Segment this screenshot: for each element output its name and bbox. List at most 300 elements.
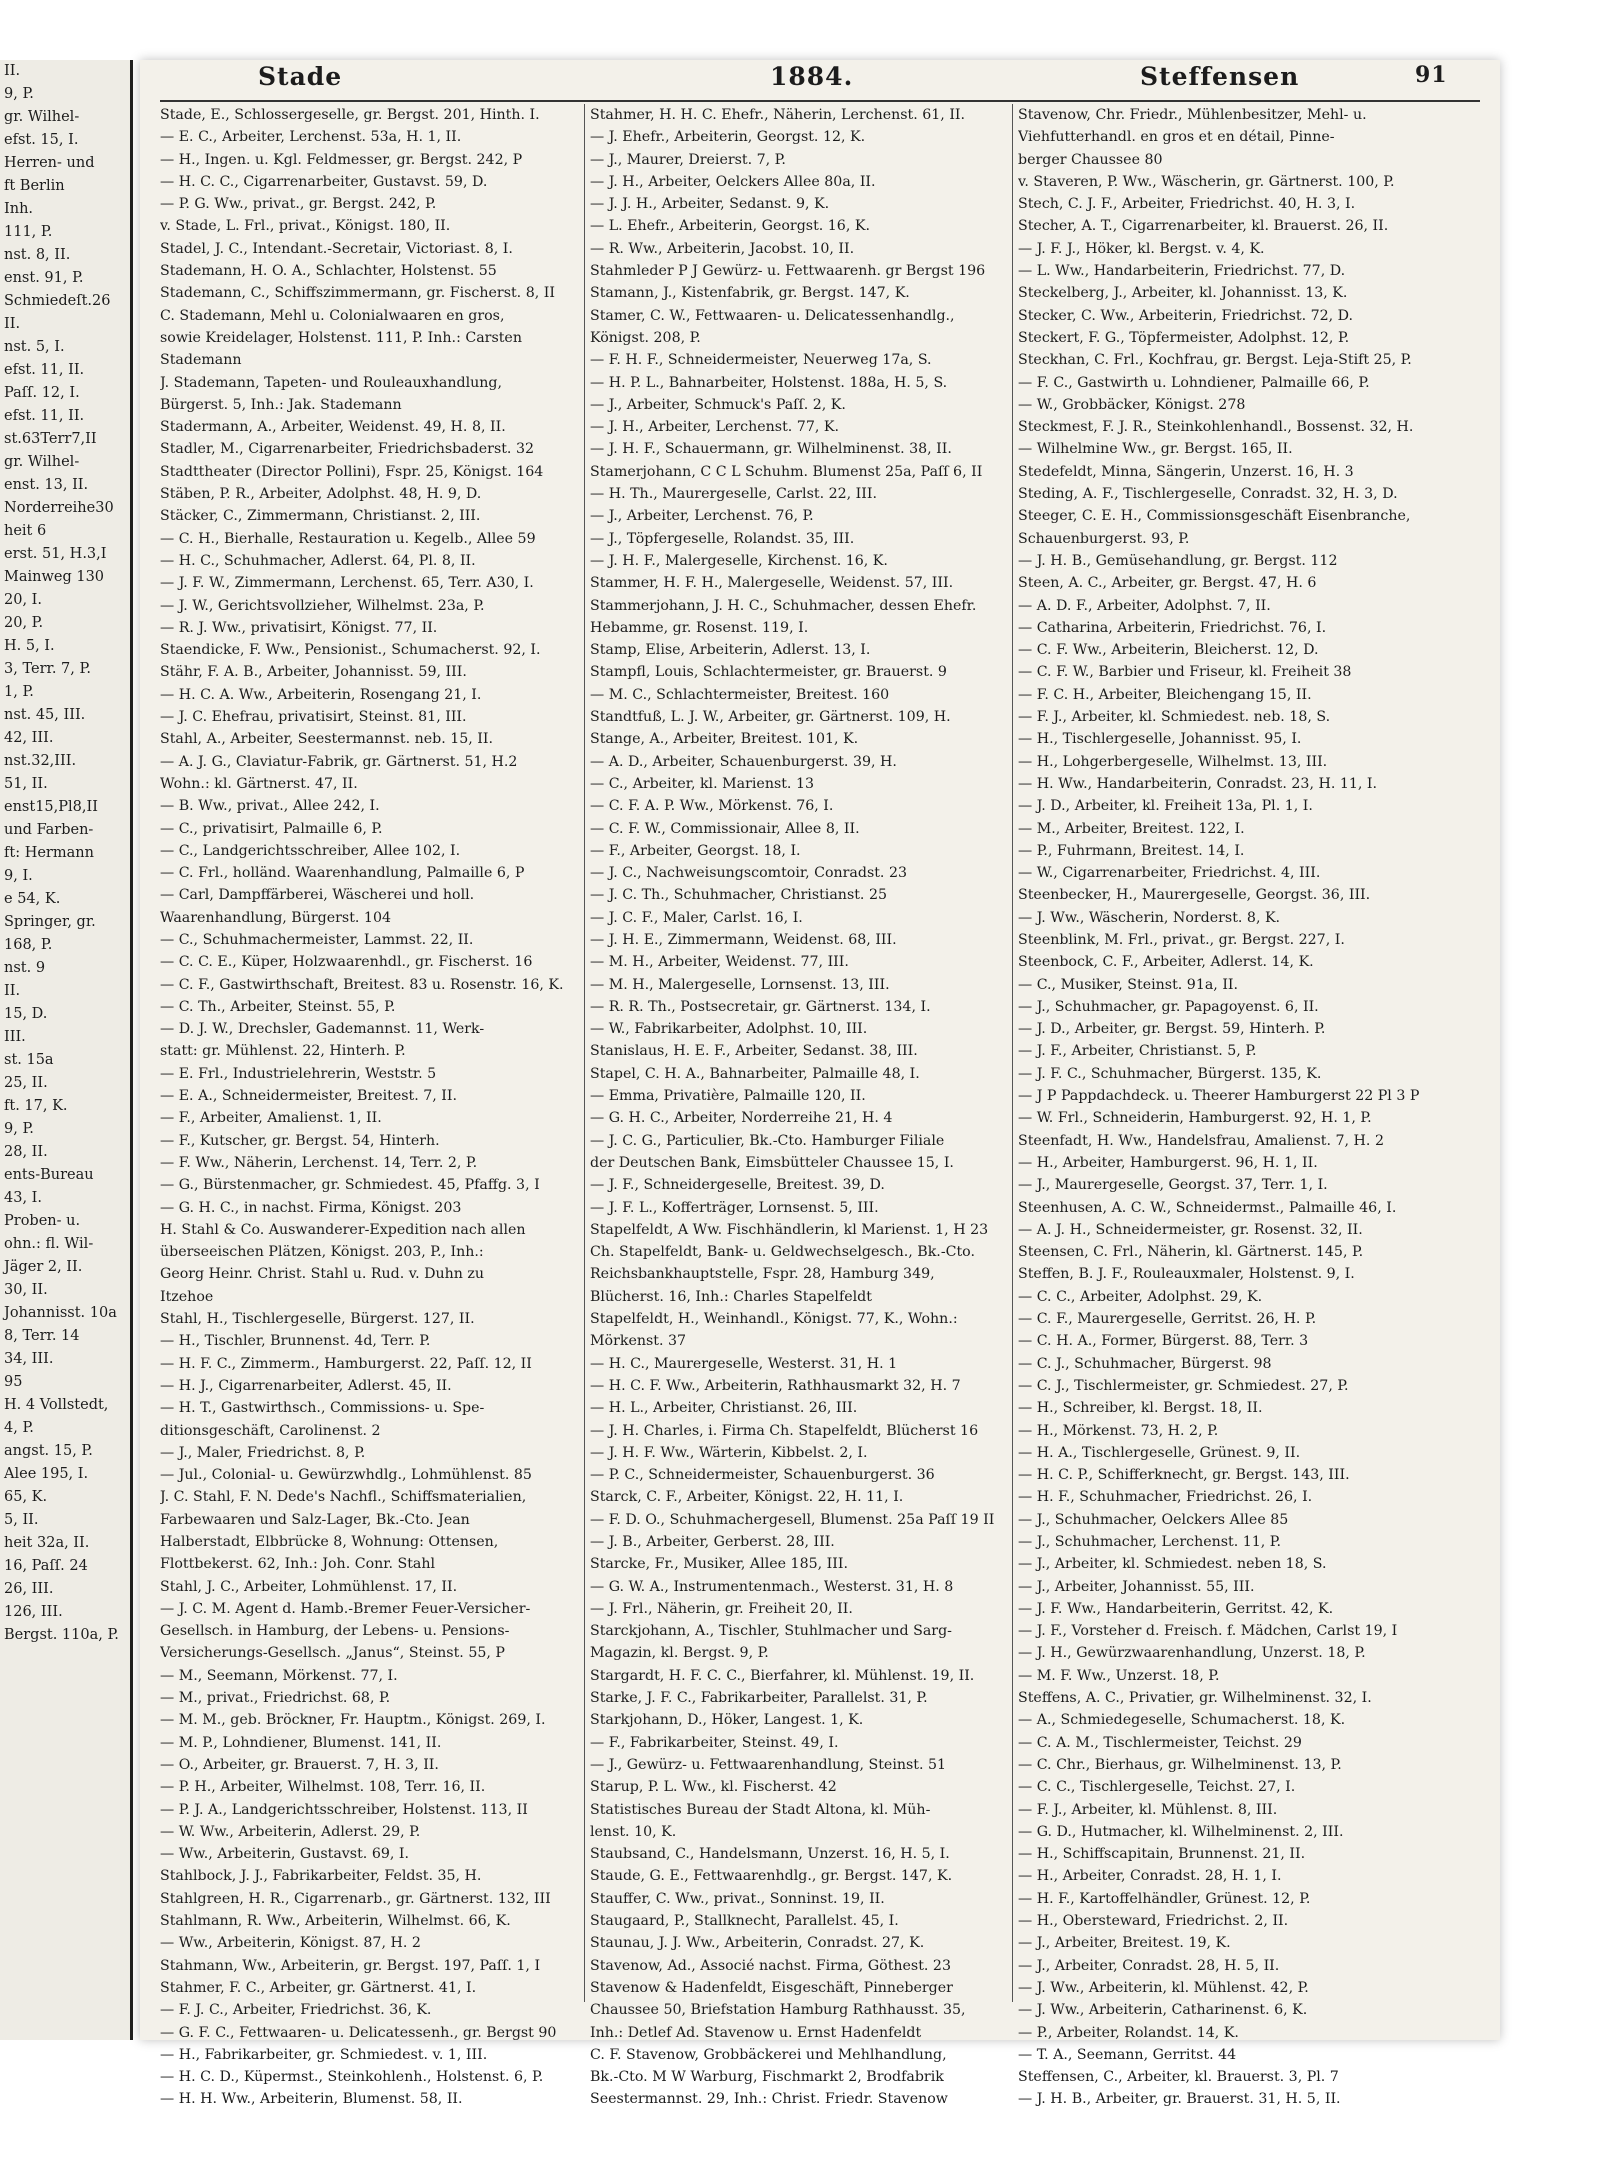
directory-entry-line: — E. C., Arbeiter, Lerchenst. 53a, H. 1, II.	[160, 129, 462, 146]
directory-entry-line: 9, I.	[4, 868, 33, 884]
directory-entry-line: st.63Terr7,II	[4, 431, 97, 447]
directory-entry-line: — C. C., Arbeiter, Adolphst. 29, K.	[1018, 1288, 1263, 1305]
directory-entry-line: III.	[4, 1029, 26, 1045]
directory-entry-line: Herren- und	[4, 155, 95, 171]
directory-entry-line: C. F. Stavenow, Grobbäckerei und Mehlhandlung,	[590, 2046, 947, 2063]
directory-entry-line: nst.32,III.	[4, 753, 77, 769]
directory-entry-line: berger Chaussee 80	[1018, 151, 1163, 168]
page-number: 91	[1415, 62, 1448, 88]
directory-entry-line: Stapel, C. H. A., Bahnarbeiter, Palmaille 48, I.	[590, 1065, 920, 1082]
directory-entry-line: sowie Kreidelager, Holstenst. 111, P. Inh.: Carsten	[160, 329, 522, 346]
directory-entry-line: — J. Ww., Arbeiterin, kl. Mühlenst. 42, P.	[1018, 1979, 1309, 1996]
directory-entry-line: Statistisches Bureau der Stadt Altona, kl. Müh-	[590, 1801, 931, 1818]
directory-entry-line: — C. H., Bierhalle, Restauration u. Kegelb., Allee 59	[160, 530, 536, 547]
directory-entry-line: — J., Schuhmacher, Lerchenst. 11, P.	[1018, 1534, 1281, 1550]
directory-entry-line: v. Stade, L. Frl., privat., Königst. 180, II.	[160, 218, 451, 235]
directory-entry-line: — J. J. H., Arbeiter, Sedanst. 9, K.	[590, 196, 830, 213]
directory-entry-line: — J., Schuhmacher, Oelckers Allee 85	[1018, 1511, 1289, 1528]
directory-entry-line: Steckert, F. G., Töpfermeister, Adolphst. 12, P.	[1018, 329, 1350, 346]
directory-entry-line: — J. Ww., Arbeiterin, Catharinenst. 6, K.	[1018, 2002, 1308, 2019]
directory-entry-line: — H. P. L., Bahnarbeiter, Holstenst. 188a, H. 5, S.	[590, 374, 948, 391]
directory-entry-line: — J. H. E., Zimmermann, Weidenst. 68, III.	[590, 931, 897, 948]
directory-entry-line: Schauenburgerst. 93, P.	[1018, 530, 1190, 547]
directory-entry-line: Stahlmann, R. Ww., Arbeiterin, Wilhelmst. 66, K.	[160, 1913, 511, 1930]
directory-entry-line: Inh.: Detlef Ad. Stavenow u. Ernst Hadenfeldt	[590, 2024, 922, 2041]
directory-entry-line: Steffen, B. J. F., Rouleauxmaler, Holstenst. 9, I.	[1018, 1266, 1355, 1283]
directory-entry-line: Steffens, A. C., Privatier, gr. Wilhelminenst. 32, I.	[1018, 1690, 1372, 1707]
directory-entry-line: Staude, G. E., Fettwaarenhdlg., gr. Bergst. 147, K.	[590, 1868, 953, 1885]
directory-entry-line: — C. F., Gastwirthschaft, Breitest. 83 u. Rosenstr. 16, K.	[160, 976, 564, 993]
directory-entry-line: — O., Arbeiter, gr. Brauerst. 7, H. 3, II.	[160, 1756, 439, 1773]
directory-entry-line: — H. Th., Maurergeselle, Carlst. 22, III.	[590, 486, 877, 503]
directory-entry-line: Johannisst. 10a	[4, 1305, 117, 1321]
directory-entry-line: — J. Frl., Näherin, gr. Freiheit 20, II.	[590, 1600, 853, 1617]
directory-entry-line: 5, II.	[4, 1512, 39, 1528]
directory-entry-line: Stäcker, C., Zimmermann, Christianst. 2, III.	[160, 508, 481, 525]
directory-entry-line: — J. D., Arbeiter, kl. Freiheit 13a, Pl. 1, I.	[1018, 798, 1313, 815]
directory-entry-line: Steenbock, C. F., Arbeiter, Adlerst. 14, K.	[1018, 954, 1314, 971]
directory-entry-line: — C., Landgerichtsschreiber, Allee 102, I.	[160, 842, 461, 859]
directory-entry-line: st. 15a	[4, 1052, 54, 1068]
directory-entry-line: — Catharina, Arbeiterin, Friedrichst. 76, I.	[1018, 619, 1327, 636]
directory-entry-line: — C. F. W., Commissionair, Allee 8, II.	[590, 820, 860, 837]
directory-entry-line: 16, Paſſ. 24	[4, 1558, 88, 1574]
directory-entry-line: Starck, C. F., Arbeiter, Königst. 22, H. 11, I.	[590, 1489, 904, 1506]
directory-entry-line: II.	[4, 316, 21, 332]
directory-entry-line: — H., Mörkenst. 73, H. 2, P.	[1018, 1422, 1219, 1439]
directory-entry-line: Stahlbock, J. J., Fabrikarbeiter, Feldst. 35, H.	[160, 1868, 482, 1885]
header-year: 1884.	[770, 62, 854, 91]
directory-entry-line: — J. H. B., Gemüsehandlung, gr. Bergst. 112	[1018, 552, 1338, 569]
directory-entry-line: Ch. Stapelfeldt, Bank- u. Geldwechselgesch., Bk.-Cto.	[590, 1244, 975, 1261]
directory-entry-line: Schmiedeſt.26	[4, 293, 111, 309]
directory-entry-line: 43, I.	[4, 1190, 43, 1206]
directory-entry-line: Starkjohann, D., Höker, Langest. 1, K.	[590, 1712, 864, 1729]
directory-entry-line: — F., Arbeiter, Amalienst. 1, II.	[160, 1110, 382, 1127]
previous-page-strip	[0, 60, 133, 2040]
directory-entry-line: — P. H., Arbeiter, Wilhelmst. 108, Terr. 16, II.	[160, 1779, 486, 1796]
directory-entry-line: Itzehoe	[160, 1288, 214, 1305]
directory-entry-line: Stauffer, C. Ww., privat., Sonninst. 19, II.	[590, 1890, 885, 1907]
directory-entry-line: — C. F., Maurergeselle, Gerritst. 26, H. P.	[1018, 1311, 1317, 1328]
directory-entry-line: — C. Chr., Bierhaus, gr. Wilhelminenst. 13, P.	[1018, 1756, 1342, 1773]
directory-entry-line: enst15,Pl8,II	[4, 799, 98, 815]
directory-entry-line: — J. C. F., Maler, Carlst. 16, I.	[590, 909, 803, 926]
directory-entry-line: 30, II.	[4, 1282, 48, 1298]
directory-entry-line: — H. C., Maurergeselle, Westerst. 31, H. 1	[590, 1355, 898, 1372]
directory-entry-line: — H. C. F. Ww., Arbeiterin, Rathhausmarkt 32, H. 7	[590, 1377, 961, 1394]
directory-entry-line: — P., Arbeiter, Rolandst. 14, K.	[1018, 2024, 1239, 2041]
directory-entry-line: Steeger, C. E. H., Commissionsgeschäft Eisenbranche,	[1018, 508, 1411, 525]
directory-entry-line: — J., Maurergeselle, Georgst. 37, Terr. 1, I.	[1018, 1177, 1328, 1194]
directory-entry-line: — G., Bürstenmacher, gr. Schmiedest. 45, Pfaffg. 3, I	[160, 1177, 540, 1194]
directory-entry-line: 9, P.	[4, 1121, 34, 1137]
directory-entry-line: 42, III.	[4, 730, 54, 746]
directory-entry-line: efst. 15, I.	[4, 132, 79, 148]
directory-entry-line: — C. A. M., Tischlermeister, Teichst. 29	[1018, 1734, 1302, 1751]
directory-entry-line: Norderreihe30	[4, 500, 114, 516]
directory-entry-line: ft Berlin	[4, 178, 65, 194]
directory-entry-line: — J., Arbeiter, Breitest. 19, K.	[1018, 1935, 1231, 1952]
directory-entry-line: — F. C., Gastwirth u. Lohndiener, Palmaille 66, P.	[1018, 374, 1370, 391]
directory-entry-line: 3, Terr. 7, P.	[4, 661, 91, 677]
directory-entry-line: 26, III.	[4, 1581, 54, 1597]
directory-entry-line: — J. C. Ehefrau, privatisirt, Steinst. 81, III.	[160, 709, 467, 726]
directory-entry-line: — H. T., Gastwirthsch., Commissions- u. Spe-	[160, 1400, 485, 1417]
directory-entry-line: — M. H., Arbeiter, Weidenst. 77, III.	[590, 954, 849, 971]
directory-entry-line: — W. Frl., Schneiderin, Hamburgerst. 92, H. 1, P.	[1018, 1110, 1372, 1127]
header-rule	[160, 100, 1480, 102]
directory-entry-line: — R. J. Ww., privatisirt, Königst. 77, II.	[160, 619, 438, 636]
directory-entry-line: — H., Fabrikarbeiter, gr. Schmiedest. v. 1, III.	[160, 2046, 488, 2063]
directory-entry-line: — P., Fuhrmann, Breitest. 14, I.	[1018, 842, 1245, 859]
directory-entry-line: — H. F., Schuhmacher, Friedrichst. 26, I.	[1018, 1489, 1313, 1506]
directory-entry-line: Starke, J. F. C., Fabrikarbeiter, Parallelst. 31, P.	[590, 1690, 928, 1707]
directory-entry-line: 15, D.	[4, 1006, 48, 1022]
directory-entry-line: — J., Töpfergeselle, Rolandst. 35, III.	[590, 530, 855, 547]
directory-entry-line: H. Stahl & Co. Auswanderer-Expedition nach allen	[160, 1221, 526, 1238]
directory-entry-line: Staubsand, C., Handelsmann, Unzerst. 16, H. 5, I.	[590, 1846, 950, 1863]
directory-entry-line: 8, Terr. 14	[4, 1328, 80, 1344]
directory-entry-line: — M. M., geb. Bröckner, Fr. Hauptm., Königst. 269, I.	[160, 1712, 546, 1729]
directory-entry-line: — G. H. C., Arbeiter, Norderreihe 21, H. 4	[590, 1110, 893, 1127]
directory-entry-line: — F. J. C., Arbeiter, Friedrichst. 36, K.	[160, 2002, 432, 2019]
directory-entry-line: — C., Musiker, Steinst. 91a, II.	[1018, 976, 1239, 993]
directory-entry-line: — J. F. C., Schuhmacher, Bürgerst. 135, K.	[1018, 1065, 1322, 1082]
directory-entry-line: — C. C. E., Küper, Holzwaarenhdl., gr. Fischerst. 16	[160, 954, 533, 971]
directory-entry-line: Starckjohann, A., Tischler, Stuhlmacher und Sarg-	[590, 1623, 952, 1640]
directory-entry-line: — H., Ingen. u. Kgl. Feldmesser, gr. Bergst. 242, P	[160, 151, 523, 168]
directory-entry-line: — Ww., Arbeiterin, Königst. 87, H. 2	[160, 1935, 421, 1952]
directory-entry-line: J. C. Stahl, F. N. Dede's Nachfl., Schiffsmaterialien,	[160, 1489, 527, 1506]
directory-entry-line: statt: gr. Mühlenst. 22, Hinterh. P.	[160, 1043, 406, 1060]
directory-entry-line: Stade, E., Schlossergeselle, gr. Bergst. 201, Hinth. I.	[160, 107, 540, 123]
directory-entry-line: Magazin, kl. Bergst. 9, P.	[590, 1645, 769, 1662]
directory-entry-line: — A. D., Arbeiter, Schauenburgerst. 39, H.	[590, 753, 897, 770]
directory-entry-line: Wohn.: kl. Gärtnerst. 47, II.	[160, 775, 358, 792]
directory-entry-line: 65, K.	[4, 1489, 48, 1505]
directory-entry-line: Stahl, H., Tischlergeselle, Bürgerst. 127, II.	[160, 1311, 475, 1328]
directory-entry-line: e 54, K.	[4, 891, 61, 907]
directory-entry-line: Standtfuß, L. J. W., Arbeiter, gr. Gärtnerst. 109, H.	[590, 709, 951, 726]
directory-entry-line: 20, P.	[4, 615, 44, 631]
directory-entry-line: — Wilhelmine Ww., gr. Bergst. 165, II.	[1018, 441, 1293, 458]
directory-entry-line: Steffensen, C., Arbeiter, kl. Brauerst. 3, Pl. 7	[1018, 2069, 1339, 2086]
directory-entry-line: Blücherst. 16, Inh.: Charles Stapelfeldt	[590, 1288, 872, 1305]
directory-entry-line: Stapelfeldt, A Ww. Fischhändlerin, kl Marienst. 1, H 23	[590, 1221, 989, 1238]
directory-entry-line: — A. J. G., Claviatur-Fabrik, gr. Gärtnerst. 51, H.2	[160, 753, 518, 770]
directory-entry-line: Stahmann, Ww., Arbeiterin, gr. Bergst. 197, Paſſ. 1, I	[160, 1957, 541, 1974]
directory-entry-line: — J., Arbeiter, kl. Schmiedest. neben 18, S.	[1018, 1556, 1327, 1573]
directory-entry-line: — J., Schuhmacher, gr. Papagoyenst. 6, II.	[1018, 998, 1319, 1015]
directory-entry-line: Hebamme, gr. Rosenst. 119, I.	[590, 619, 809, 636]
directory-entry-line: — H., Schiffscapitain, Brunnenst. 21, II.	[1018, 1846, 1306, 1863]
directory-entry-line: — H., Lohgerbergeselle, Wilhelmst. 13, III.	[1018, 753, 1328, 770]
directory-entry-line: — J., Maurer, Dreierst. 7, P.	[590, 151, 786, 168]
directory-entry-line: enst. 13, II.	[4, 477, 89, 493]
directory-entry-line: — E. Frl., Industrielehrerin, Weststr. 5	[160, 1065, 437, 1082]
directory-entry-line: efst. 11, II.	[4, 362, 85, 378]
directory-entry-line: — C. Th., Arbeiter, Steinst. 55, P.	[160, 998, 396, 1015]
directory-entry-line: — J P Pappdachdeck. u. Theerer Hamburgerst 22 Pl 3 P	[1018, 1088, 1420, 1105]
directory-entry-line: nst. 5, I.	[4, 339, 65, 355]
directory-entry-line: Reichsbankhauptstelle, Fspr. 28, Hamburg 349,	[590, 1266, 935, 1283]
directory-entry-line: — J. F., Schneidergeselle, Breitest. 39, D.	[590, 1177, 885, 1194]
directory-entry-line: Stahmleder P J Gewürz- u. Fettwaarenh. gr Bergst 196	[590, 263, 986, 280]
directory-entry-line: C. Stademann, Mehl u. Colonialwaaren en gros,	[160, 307, 505, 324]
directory-entry-line: Steckhan, C. Frl., Kochfrau, gr. Bergst. Leja-Stift 25, P.	[1018, 352, 1412, 369]
directory-entry-line: — F. C. H., Arbeiter, Bleichengang 15, II.	[1018, 686, 1312, 703]
directory-entry-line: Waarenhandlung, Bürgerst. 104	[160, 909, 391, 926]
directory-entry-line: — F., Fabrikarbeiter, Steinst. 49, I.	[590, 1734, 839, 1751]
directory-entry-line: — M., Seemann, Mörkenst. 77, I.	[160, 1667, 398, 1684]
directory-entry-line: — J. C. G., Particulier, Bk.-Cto. Hamburger Filiale	[590, 1132, 945, 1149]
directory-entry-line: überseeischen Plätzen, Königst. 203, P., Inh.:	[160, 1244, 484, 1261]
directory-entry-line: Bürgerst. 5, Inh.: Jak. Stademann	[160, 396, 402, 413]
directory-entry-line: — F., Arbeiter, Georgst. 18, I.	[590, 842, 801, 859]
directory-entry-line: — J. F., Vorsteher d. Freisch. f. Mädchen, Carlst 19, I	[1018, 1623, 1398, 1640]
directory-entry-line: heit 32a, II.	[4, 1535, 90, 1551]
directory-entry-line: — H. C., Schuhmacher, Adlerst. 64, Pl. 8, II.	[160, 552, 476, 569]
directory-entry-line: — J. W., Gerichtsvollzieher, Wilhelmst. 23a, P.	[160, 597, 485, 614]
header-right-word: Steffensen	[1140, 62, 1300, 91]
directory-entry-line: — D. J. W., Drechsler, Gademannst. 11, Werk-	[160, 1021, 485, 1038]
directory-entry-line: — W. Ww., Arbeiterin, Adlerst. 29, P.	[160, 1823, 421, 1840]
directory-entry-line: Stadttheater (Director Pollini), Fspr. 25, Königst. 164	[160, 463, 544, 480]
directory-entry-line: — G. H. C., in nachst. Firma, Königst. 203	[160, 1199, 462, 1216]
directory-entry-line: — H. A., Tischlergeselle, Grünest. 9, II.	[1018, 1444, 1301, 1461]
directory-entry-line: — H. C. C., Cigarrenarbeiter, Gustavst. 59, D.	[160, 173, 488, 190]
directory-entry-line: — H., Tischler, Brunnenst. 4d, Terr. P.	[160, 1333, 431, 1350]
directory-entry-line: Stampfl, Louis, Schlachtermeister, gr. Brauerst. 9	[590, 664, 947, 681]
column-3	[1018, 104, 1444, 2111]
directory-entry-line: — J. F., Arbeiter, Christianst. 5, P.	[1018, 1043, 1257, 1060]
directory-entry-line: — M. C., Schlachtermeister, Breitest. 160	[590, 686, 890, 703]
directory-entry-line: — C. H. A., Former, Bürgerst. 88, Terr. 3	[1018, 1333, 1309, 1350]
page-header	[140, 62, 1500, 96]
directory-entry-line: — Ww., Arbeiterin, Gustavst. 69, I.	[160, 1846, 410, 1863]
directory-entry-line: ft: Hermann	[4, 845, 94, 861]
directory-entry-line: — E. A., Schneidermeister, Breitest. 7, II.	[160, 1088, 457, 1105]
directory-entry-line: enst. 91, P.	[4, 270, 84, 286]
directory-entry-line: Stahl, A., Arbeiter, Seestermannst. neb. 15, II.	[160, 731, 494, 748]
directory-entry-line: — J. H. F., Schauermann, gr. Wilhelminenst. 38, II.	[590, 441, 952, 458]
directory-entry-line: Stademann, H. O. A., Schlachter, Holstenst. 55	[160, 263, 497, 280]
directory-entry-line: Steenbecker, H., Maurergeselle, Georgst. 36, III.	[1018, 887, 1371, 904]
directory-entry-line: Mainweg 130	[4, 569, 105, 585]
directory-entry-line: angst. 15, P.	[4, 1443, 93, 1459]
directory-entry-line: nst. 9	[4, 960, 46, 976]
directory-entry-line: — C. J., Schuhmacher, Bürgerst. 98	[1018, 1355, 1272, 1372]
directory-entry-line: — C. F. W., Barbier und Friseur, kl. Freiheit 38	[1018, 664, 1352, 681]
directory-entry-line: J. Stademann, Tapeten- und Rouleauxhandlung,	[160, 374, 502, 391]
directory-entry-line: — L. Ehefr., Arbeiterin, Georgst. 16, K.	[590, 218, 870, 235]
directory-entry-line: — Emma, Privatière, Palmaille 120, II.	[590, 1088, 866, 1105]
directory-entry-line: — C., privatisirt, Palmaille 6, P.	[160, 820, 383, 837]
directory-entry-line: — J. F. J., Höker, kl. Bergst. v. 4, K.	[1018, 240, 1265, 257]
directory-entry-line: Gesellsch. in Hamburg, der Lebens- u. Pensions-	[160, 1623, 510, 1640]
directory-entry-line: — W., Grobbäcker, Königst. 278	[1018, 396, 1246, 413]
directory-entry-line: — J. H., Gewürzwaarenhandlung, Unzerst. 18, P.	[1018, 1645, 1366, 1662]
directory-entry-line: nst. 45, III.	[4, 707, 86, 723]
directory-entry-line: 1, P.	[4, 684, 34, 700]
directory-entry-line: — B. Ww., privat., Allee 242, I.	[160, 798, 380, 815]
directory-entry-line: — J., Arbeiter, Johannisst. 55, III.	[1018, 1578, 1255, 1595]
directory-entry-line: — H. F., Kartoffelhändler, Grünest. 12, P.	[1018, 1890, 1311, 1907]
directory-entry-line: — J., Maler, Friedrichst. 8, P.	[160, 1444, 366, 1461]
directory-entry-line: 28, II.	[4, 1144, 48, 1160]
directory-entry-line: Stademann	[160, 352, 242, 369]
directory-entry-line: — F. J., Arbeiter, kl. Schmiedest. neb. 18, S.	[1018, 709, 1331, 726]
directory-entry-line: — L. Ww., Handarbeiterin, Friedrichst. 77, D.	[1018, 263, 1346, 280]
directory-entry-line: — H. H. Ww., Arbeiterin, Blumenst. 58, II.	[160, 2091, 463, 2108]
directory-entry-line: Paſſ. 12, I.	[4, 385, 80, 401]
directory-entry-line: — J. H., Arbeiter, Oelckers Allee 80a, II.	[590, 173, 876, 190]
column-divider	[1012, 104, 1013, 2002]
directory-entry-line: Stavenow, Ad., Associé nachst. Firma, Göthest. 23	[590, 1957, 951, 1974]
directory-entry-line: Steding, A. F., Tischlergeselle, Conradst. 32, H. 3, D.	[1018, 486, 1398, 503]
directory-entry-line: der Deutschen Bank, Eimsbütteler Chaussee 15, I.	[590, 1154, 954, 1171]
directory-entry-line: — P. G. Ww., privat., gr. Bergst. 242, P.	[160, 196, 437, 213]
directory-entry-line: — A. J. H., Schneidermeister, gr. Rosenst. 32, II.	[1018, 1221, 1363, 1238]
directory-entry-line: Stamp, Elise, Arbeiterin, Adlerst. 13, I.	[590, 642, 871, 659]
directory-entry-line: 20, I.	[4, 592, 43, 608]
directory-entry-line: H. 4 Vollstedt,	[4, 1397, 109, 1413]
directory-entry-line: — J., Arbeiter, Conradst. 28, H. 5, II.	[1018, 1957, 1280, 1974]
directory-entry-line: II.	[4, 983, 21, 999]
directory-entry-line: Georg Heinr. Christ. Stahl u. Rud. v. Duhn zu	[160, 1266, 485, 1283]
directory-entry-line: Staendicke, F. Ww., Pensionist., Schumacherst. 92, I.	[160, 642, 541, 659]
directory-entry-line: — M., Arbeiter, Breitest. 122, I.	[1018, 820, 1245, 837]
header-left-word: Stade	[258, 62, 343, 91]
directory-entry-line: — M. P., Lohndiener, Blumenst. 141, II.	[160, 1734, 442, 1751]
directory-entry-line: — J., Arbeiter, Lerchenst. 76, P.	[590, 508, 814, 525]
directory-entry-line: — R. R. Th., Postsecretair, gr. Gärtnerst. 134, I.	[590, 998, 931, 1015]
directory-entry-line: — F., Kutscher, gr. Bergst. 54, Hinterh.	[160, 1132, 440, 1149]
directory-entry-line: — W., Fabrikarbeiter, Adolphst. 10, III.	[590, 1021, 868, 1038]
directory-entry-line: Stadler, M., Cigarrenarbeiter, Friedrichsbaderst. 32	[160, 441, 534, 458]
directory-entry-line: — H., Arbeiter, Hamburgerst. 96, H. 1, II.	[1018, 1154, 1318, 1171]
directory-entry-line: Stedefeldt, Minna, Sängerin, Unzerst. 16, H. 3	[1018, 463, 1354, 480]
directory-entry-line: — J. B., Arbeiter, Gerberst. 28, III.	[590, 1534, 835, 1550]
directory-entry-line: — J. H., Arbeiter, Lerchenst. 77, K.	[590, 419, 839, 436]
directory-entry-line: — J. D., Arbeiter, gr. Bergst. 59, Hinterh. P.	[1018, 1021, 1326, 1038]
directory-entry-line: Stammerjohann, J. H. C., Schuhmacher, dessen Ehefr.	[590, 597, 977, 614]
directory-entry-line: Stamann, J., Kistenfabrik, gr. Bergst. 147, K.	[590, 285, 910, 302]
directory-entry-line: — H. F. C., Zimmerm., Hamburgerst. 22, Paſſ. 12, II	[160, 1355, 532, 1372]
directory-entry-line: 95	[4, 1374, 23, 1390]
directory-entry-line: efst. 11, II.	[4, 408, 85, 424]
directory-entry-line: ft. 17, K.	[4, 1098, 68, 1114]
directory-entry-line: Jäger 2, II.	[4, 1259, 83, 1275]
directory-entry-line: — P. J. A., Landgerichtsschreiber, Holstenst. 113, II	[160, 1801, 528, 1818]
directory-entry-line: — J. H. Charles, i. Firma Ch. Stapelfeldt, Blücherst 16	[590, 1422, 979, 1439]
directory-entry-line: 111, P.	[4, 224, 53, 240]
directory-entry-line: Viehfutterhandl. en gros et en détail, Pinne-	[1018, 129, 1335, 146]
directory-entry-line: 126, III.	[4, 1604, 63, 1620]
directory-entry-line: Mörkenst. 37	[590, 1333, 687, 1350]
directory-entry-line: Stapelfeldt, H., Weinhandl., Königst. 77, K., Wohn.:	[590, 1311, 958, 1328]
directory-entry-line: Starup, P. L. Ww., kl. Fischerst. 42	[590, 1779, 837, 1796]
directory-entry-line: — H. Ww., Handarbeiterin, Conradst. 23, H. 11, I.	[1018, 775, 1378, 792]
directory-entry-line: Chaussee 50, Briefstation Hamburg Rathhausst. 35,	[590, 2002, 966, 2019]
directory-entry-line: — M. H., Malergeselle, Lornsenst. 13, III.	[590, 976, 890, 993]
directory-entry-line: Stademann, C., Schiffszimmermann, gr. Fischerst. 8, II	[160, 285, 555, 302]
directory-entry-line: — H., Obersteward, Friedrichst. 2, II.	[1018, 1913, 1289, 1930]
directory-entry-line: — J. H. F., Malergeselle, Kirchenst. 16, K.	[590, 552, 888, 569]
directory-entry-line: lenst. 10, K.	[590, 1823, 677, 1840]
directory-entry-line: — H. L., Arbeiter, Christianst. 26, III.	[590, 1400, 858, 1417]
directory-entry-line: Stähr, F. A. B., Arbeiter, Johannisst. 59, III.	[160, 664, 467, 681]
directory-entry-line: Steckelberg, J., Arbeiter, kl. Johannisst. 13, K.	[1018, 285, 1348, 302]
directory-entry-line: ditionsgeschäft, Carolinenst. 2	[160, 1422, 381, 1439]
directory-entry-line: — M. F. Ww., Unzerst. 18, P.	[1018, 1667, 1220, 1684]
directory-entry-line: — H., Arbeiter, Conradst. 28, H. 1, I.	[1018, 1868, 1282, 1885]
directory-entry-line: Seestermannst. 29, Inh.: Christ. Friedr. Stavenow	[590, 2091, 948, 2108]
directory-entry-line: Stange, A., Arbeiter, Breitest. 101, K.	[590, 731, 859, 748]
directory-entry-line: — J. F. W., Zimmermann, Lerchenst. 65, Terr. A30, I.	[160, 575, 534, 592]
directory-entry-line: Bk.-Cto. M W Warburg, Fischmarkt 2, Brodfabrik	[590, 2069, 944, 2086]
directory-entry-line: — H. J., Cigarrenarbeiter, Adlerst. 45, II.	[160, 1377, 452, 1394]
directory-entry-line: Staugaard, P., Stallknecht, Parallelst. 45, I.	[590, 1913, 899, 1930]
directory-entry-line: Flottbekerst. 62, Inh.: Joh. Conr. Stahl	[160, 1556, 436, 1573]
directory-entry-line: 9, P.	[4, 86, 34, 102]
directory-entry-line: — F. H. F., Schneidermeister, Neuerweg 17a, S.	[590, 352, 932, 369]
directory-entry-line: ohn.: fl. Wil-	[4, 1236, 94, 1252]
directory-entry-line: — C. J., Tischlermeister, gr. Schmiedest. 27, P.	[1018, 1377, 1349, 1394]
directory-entry-line: — R. Ww., Arbeiterin, Jacobst. 10, II.	[590, 240, 855, 257]
directory-entry-line: — J. F. L., Kofferträger, Lornsenst. 5, III.	[590, 1199, 879, 1216]
directory-entry-line: Stahlgreen, H. R., Cigarrenarb., gr. Gärtnerst. 132, III	[160, 1890, 551, 1907]
column-2	[590, 104, 1016, 2111]
directory-entry-line: Stäben, P. R., Arbeiter, Adolphst. 48, H. 9, D.	[160, 486, 482, 503]
directory-entry-line: — J. C. M. Agent d. Hamb.-Bremer Feuer-Versicher-	[160, 1600, 531, 1617]
directory-entry-line: Steensen, C. Frl., Näherin, kl. Gärtnerst. 145, P.	[1018, 1244, 1364, 1261]
directory-entry-line: Steenfadt, H. Ww., Handelsfrau, Amalienst. 7, H. 2	[1018, 1132, 1384, 1149]
directory-entry-line: gr. Wilhel-	[4, 109, 80, 125]
directory-entry-line: — F. J., Arbeiter, kl. Mühlenst. 8, III.	[1018, 1801, 1278, 1818]
directory-entry-line: — J. Ww., Wäscherin, Norderst. 8, K.	[1018, 909, 1281, 926]
directory-entry-line: — J., Gewürz- u. Fettwaarenhandlung, Steinst. 51	[590, 1756, 947, 1773]
directory-entry-line: — P. C., Schneidermeister, Schauenburgerst. 36	[590, 1467, 935, 1484]
directory-entry-line: Stech, C. J. F., Arbeiter, Friedrichst. 40, H. 3, I.	[1018, 196, 1356, 213]
directory-entry-line: Stahmer, F. C., Arbeiter, gr. Gärtnerst. 41, I.	[160, 1979, 477, 1996]
directory-entry-line: — C. F. A. P. Ww., Mörkenst. 76, I.	[590, 798, 834, 815]
column-1	[160, 104, 586, 2111]
directory-entry-line: 51, II.	[4, 776, 48, 792]
directory-entry-line: — J. H. B., Arbeiter, gr. Brauerst. 31, H. 5, II.	[1018, 2091, 1341, 2108]
directory-entry-line: — G. F. C., Fettwaaren- u. Delicatessenh., gr. Bergst 90	[160, 2024, 557, 2041]
directory-entry-line: erst. 51, H.3,I	[4, 546, 107, 562]
directory-entry-line: Stamerjohann, C C L Schuhm. Blumenst 25a, Paſſ 6, II	[590, 463, 983, 480]
directory-entry-line: Bergst. 110a, P.	[4, 1627, 119, 1643]
directory-entry-line: Stadel, J. C., Intendant.-Secretair, Victoriast. 8, I.	[160, 240, 513, 257]
directory-entry-line: Stahmer, H. H. C. Ehefr., Näherin, Lerchenst. 61, II.	[590, 107, 966, 123]
directory-entry-line: Proben- u.	[4, 1213, 81, 1229]
directory-entry-line: nst. 8, II.	[4, 247, 71, 263]
directory-entry-line: Stecker, C. Ww., Arbeiterin, Friedrichst. 72, D.	[1018, 307, 1354, 324]
directory-entry-line: — H., Schreiber, kl. Bergst. 18, II.	[1018, 1400, 1263, 1417]
directory-entry-line: — Jul., Colonial- u. Gewürzwhdlg., Lohmühlenst. 85	[160, 1467, 532, 1484]
directory-entry-line: Inh.	[4, 201, 34, 217]
directory-entry-line: 34, III.	[4, 1351, 54, 1367]
directory-entry-line: — J. Ehefr., Arbeiterin, Georgst. 12, K.	[590, 129, 866, 146]
directory-entry-line: — G. D., Hutmacher, kl. Wilhelminenst. 2, III.	[1018, 1823, 1344, 1840]
directory-entry-line: Versicherungs-Gesellsch. „Janus“, Steinst. 55, P	[160, 1645, 505, 1662]
directory-entry-line: — C. C., Tischlergeselle, Teichst. 27, I.	[1018, 1779, 1296, 1796]
directory-entry-line: Alee 195, I.	[4, 1466, 89, 1482]
directory-entry-line: — C. Frl., holländ. Waarenhandlung, Palmaille 6, P	[160, 865, 525, 882]
